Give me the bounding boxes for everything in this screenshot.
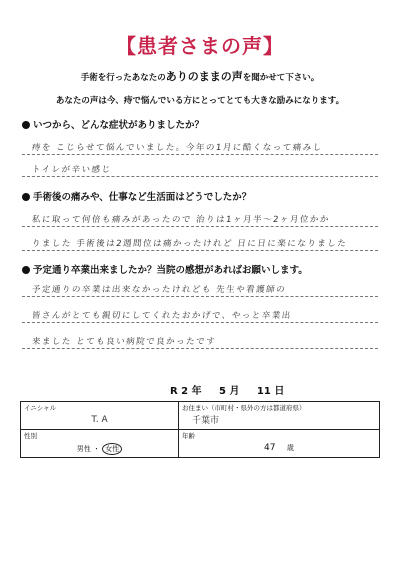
answer-line — [22, 322, 378, 323]
initial-label: イニシャル — [24, 404, 57, 412]
intro-line-1-big: ありのままの声 — [165, 70, 243, 83]
date — [170, 382, 284, 397]
bullet-icon — [22, 266, 30, 274]
gender-female-selected: 女性 — [102, 443, 122, 455]
bullet-icon — [22, 193, 30, 201]
answer-3-line-2: 皆さんがとても親切にしてくれたおかげで、やっと卒業出 — [31, 311, 293, 321]
date-day: 11 — [256, 386, 271, 397]
gender-cell — [21, 430, 179, 458]
initial-cell — [21, 402, 179, 430]
date-era: R 2 — [170, 386, 189, 397]
answer-1-line-1: 痔を こじらせて悩んでいました。今年の1月に酷くなって痛みし — [31, 143, 324, 153]
answer-line — [22, 348, 378, 349]
bullet-icon — [22, 121, 30, 129]
question-3 — [22, 262, 308, 276]
gender-label: 性別 — [24, 432, 37, 440]
answer-1-line-2: トイレが辛い感じ — [31, 165, 112, 175]
answer-line — [22, 250, 378, 251]
intro-line-1 — [0, 68, 400, 84]
intro-line-1-pre: 手術を行ったあなたの — [80, 73, 166, 83]
address-value: 千葉市 — [191, 416, 219, 426]
answer-line — [22, 226, 378, 227]
date-month-unit: 月 — [229, 386, 240, 397]
question-2-label: 手術後の痛みや、仕事など生活面はどうでしたか？ — [33, 192, 252, 203]
intro-line-2: あなたの声は今、痔で悩んでいる方にとってとても大きな励みになります。 — [55, 96, 345, 106]
address-label: お住まい（市町村・県外の方は都道府県） — [181, 404, 306, 412]
age-unit: 歳 — [286, 444, 294, 452]
date-day-unit: 日 — [274, 386, 285, 397]
answer-line — [22, 296, 378, 297]
age-value: 47 — [264, 443, 276, 453]
answer-2-line-1: 私に取って何倍も痛みがあったので 治りは1ヶ月半〜2ヶ月位かか — [31, 215, 331, 225]
answer-3-line-3: 来ました とても良い病院で良かったです — [31, 337, 217, 347]
question-1-label: いつから、どんな症状がありましたか？ — [33, 120, 205, 131]
question-3-label: 予定通り卒業出来ましたか？当院の感想があればお願いします。 — [33, 265, 308, 276]
age-label: 年齢 — [181, 432, 195, 440]
age-row — [182, 443, 376, 453]
answer-2-line-2: りました 手術後は2週間位は痛かったけれど 日に日に楽になりました — [31, 239, 348, 249]
gender-options — [24, 443, 175, 455]
gender-separator: ・ — [92, 445, 100, 453]
date-month: 5 — [219, 386, 227, 397]
answer-line — [22, 176, 378, 177]
question-2 — [22, 189, 251, 203]
answer-line — [22, 154, 378, 155]
page-title: 【患者さまの声】 — [116, 34, 284, 58]
initial-value: T. A — [91, 415, 108, 425]
question-1 — [22, 117, 204, 131]
gender-male: 男性 — [76, 445, 91, 453]
info-table — [20, 401, 380, 458]
date-year-unit: 年 — [191, 386, 202, 397]
address-cell — [178, 402, 379, 430]
age-cell — [178, 430, 379, 458]
intro-line-1-post: を聞かせて下さい。 — [242, 73, 320, 83]
answer-3-line-1: 予定通りの卒業は出来なかったけれども 先生や看護師の — [31, 285, 287, 295]
